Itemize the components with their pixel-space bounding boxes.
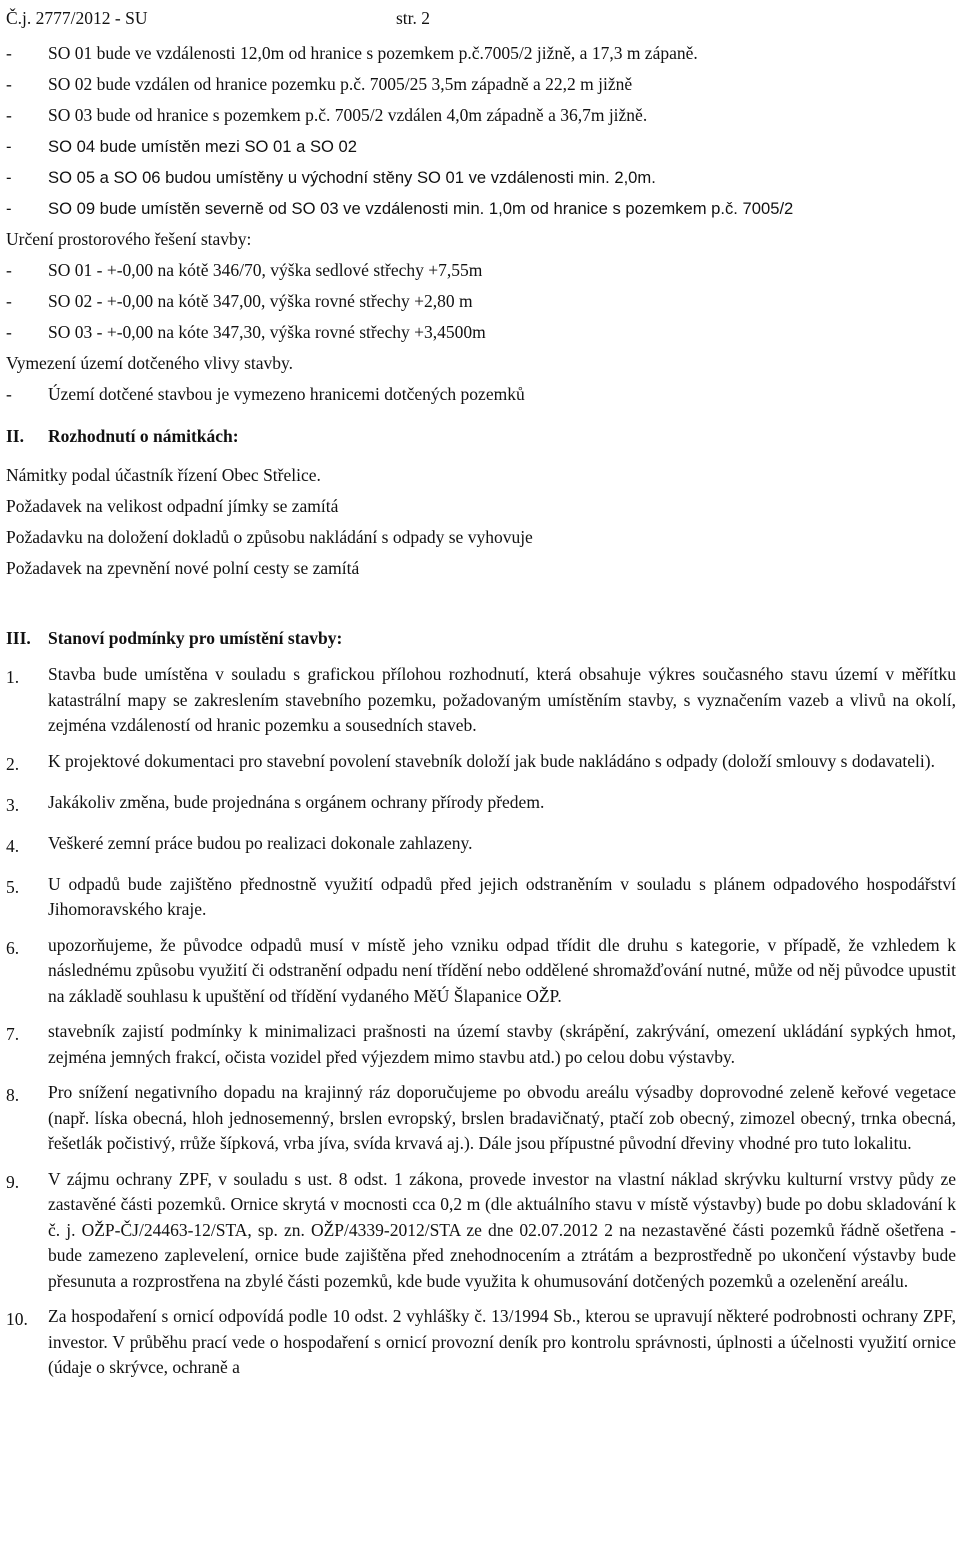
placement-line: - SO 01 bude ve vzdálenosti 12,0m od hranice s pozemkem p.č.7005/2 jižně, a 17,3 m zápaně. [6,43,698,63]
spatial-line: - SO 01 - +-0,00 na kótě 346/70, výška sedlové střechy +7,55m [6,260,483,280]
page-number: str. 2 [396,8,431,28]
section-3-title: Stanoví podmínky pro umístění stavby: [48,628,343,648]
condition-item: 10. Za hospodaření s ornicí odpovídá podle 10 odst. 2 vyhlášky č. 13/1994 Sb., kterou se upravují některé podrobnosti ochrany ZPF, investor. V průběhu prací vede o hospodaření s ornicí provozní deník pro kontrolu správnosti, úplnosti a účelnosti využití ornice (údaje o skrývce, ochraně a [6,1306,956,1377]
section-2-heading [6,416,956,456]
condition-item: 6. upozorňujeme, že původce odpadů musí v místě jeho vzniku odpad třídit dle druhu s kategorie, v případě, že vzhledem k následnému způsobu využití či odstranění odpadu není třídění nebo oddělené shromažďování nutné, může od něj původce upustit na základě souhlasu k upuštění od třídění vydaného MěÚ Šlapanice OŽP. [6,934,956,1006]
spatial-line: - SO 03 - +-0,00 na kóte 347,30, výška rovné střechy +3,4500m [6,322,486,342]
conditions-list [6,662,956,1381]
reference-number: Č.j. 2777/2012 - SU [6,8,148,28]
condition-item: 8. Pro snížení negativního dopadu na krajinný ráz doporučujeme po obvodu areálu výsadby doprovodné zeleně keřové vegetace (např. líska obecná, hloh jednosemenný, brslen evropský, brslen bradavičnatý, ptačí zob obecný, zimozel obecný, trnka obecná, řešetlák počistivý, rrůže šípková, vrba jíva, svída krvavá aj.). Dále jsou přípustné původní dřeviny vhodné pro tuto lokalitu. [6,1082,956,1153]
condition-item: 4. Veškeré zemní práce budou po realizaci dokonale zahlazeny. [6,832,473,856]
objection-line: Požadavek na velikost odpadní jímky se zamítá [6,496,339,516]
spatial-line: - SO 02 - +-0,00 na kótě 347,00, výška rovné střechy +2,80 m [6,291,473,311]
area-title: Vymezení území dotčeného vlivy stavby. [6,353,294,373]
section-2-title: Rozhodnutí o námitkách: [48,426,239,446]
area-line: - Území dotčené stavbou je vymezeno hranicemi dotčených pozemků [6,384,525,404]
placement-line: - SO 04 bude umístěn mezi SO 01 a SO 02 [6,137,357,156]
condition-item: 7. stavebník zajistí podmínky k minimalizaci prašnosti na území stavby (skrápění, zakrývání, omezení ukládání sypkých hmot, zejména jemných frakcí, očista vozidel před výjezdem mimo stavbu atd.) po celou dobu výstavby. [6,1021,956,1067]
condition-item: 1. Stavba bude umístěna v souladu s grafickou přílohou rozhodnutí, která obsahuje výkres současného stavu území v měřítku katastrální mapy se zakreslením stavebního pozemku, požadovaným umístěním stavby, s vyznačením vazeb a vlivů na okolí, zejména vzdáleností od hranic pozemku a sousedních staveb. [6,664,956,735]
section-3-heading [6,618,956,658]
placement-line: - SO 03 bude od hranice s pozemkem p.č. 7005/2 vzdálen 4,0m západně a 36,7m jižně. [6,105,648,125]
condition-item: 2. K projektové dokumentaci pro stavební povolení stavebník doloží jak bude nakládáno s odpady (doloží smlouvy s dodavateli). [6,750,935,774]
objection-line: Požadavku na doložení dokladů o způsobu nakládání s odpady se vyhovuje [6,527,533,547]
condition-item: 5. U odpadů bude zajištěno přednostně využití odpadů před jejich odstraněním v souladu s plánem odpadového hospodářství Jihomoravského kraje. [6,873,956,919]
objection-line: Námitky podal účastník řízení Obec Střelice. [6,465,321,485]
placement-list [6,38,956,224]
spatial-list [6,255,956,348]
objections-list [6,460,956,584]
objection-line: Požadavek na zpevnění nové polní cesty se zamítá [6,558,360,578]
condition-item: 9. V zájmu ochrany ZPF, v souladu s ust. 8 odst. 1 zákona, provede investor na vlastní náklad skrývku kulturní vrstvy půdy ze zastavěné části pozemků. Ornice skrytá v mocnosti cca 0,2 m (dle aktuálního stavu v místě výstavby) bude po dobu skladování k č. j. OŽP-ČJ/24463-12/STA, sp. zn. OŽP/4339-2012/STA ze dne 02.07.2012 2 na nezastavěné části pozemků řádně ošetřena - bude zamezeno zaplevelení, ornice bude zajištěna před znehodnocením a ztrátám a bezprostředně po ukončení výstavby bude přesunuta a rozprostřena na zbylé části pozemků, kde bude využita k ohumusování dotčených pozemků a ozelenění areálu. [6,1168,956,1291]
condition-item: 3. Jakákoliv změna, bude projednána s orgánem ochrany přírody předem. [6,791,545,815]
spatial-title: Určení prostorového řešení stavby: [6,229,252,249]
page-header [6,0,956,36]
section-3-number: III. [6,628,31,648]
placement-line: - SO 09 bude umístěn severně od SO 03 ve vzdálenosti min. 1,0m od hranice s pozemkem p.č. 7005/2 [6,199,794,218]
placement-line: - SO 05 a SO 06 budou umístěny u východní stěny SO 01 ve vzdálenosti min. 2,0m. [6,168,656,187]
section-2-number: II. [6,426,24,446]
placement-line: - SO 02 bude vzdálen od hranice pozemku p.č. 7005/25 3,5m západně a 22,2 m jižně [6,74,633,94]
